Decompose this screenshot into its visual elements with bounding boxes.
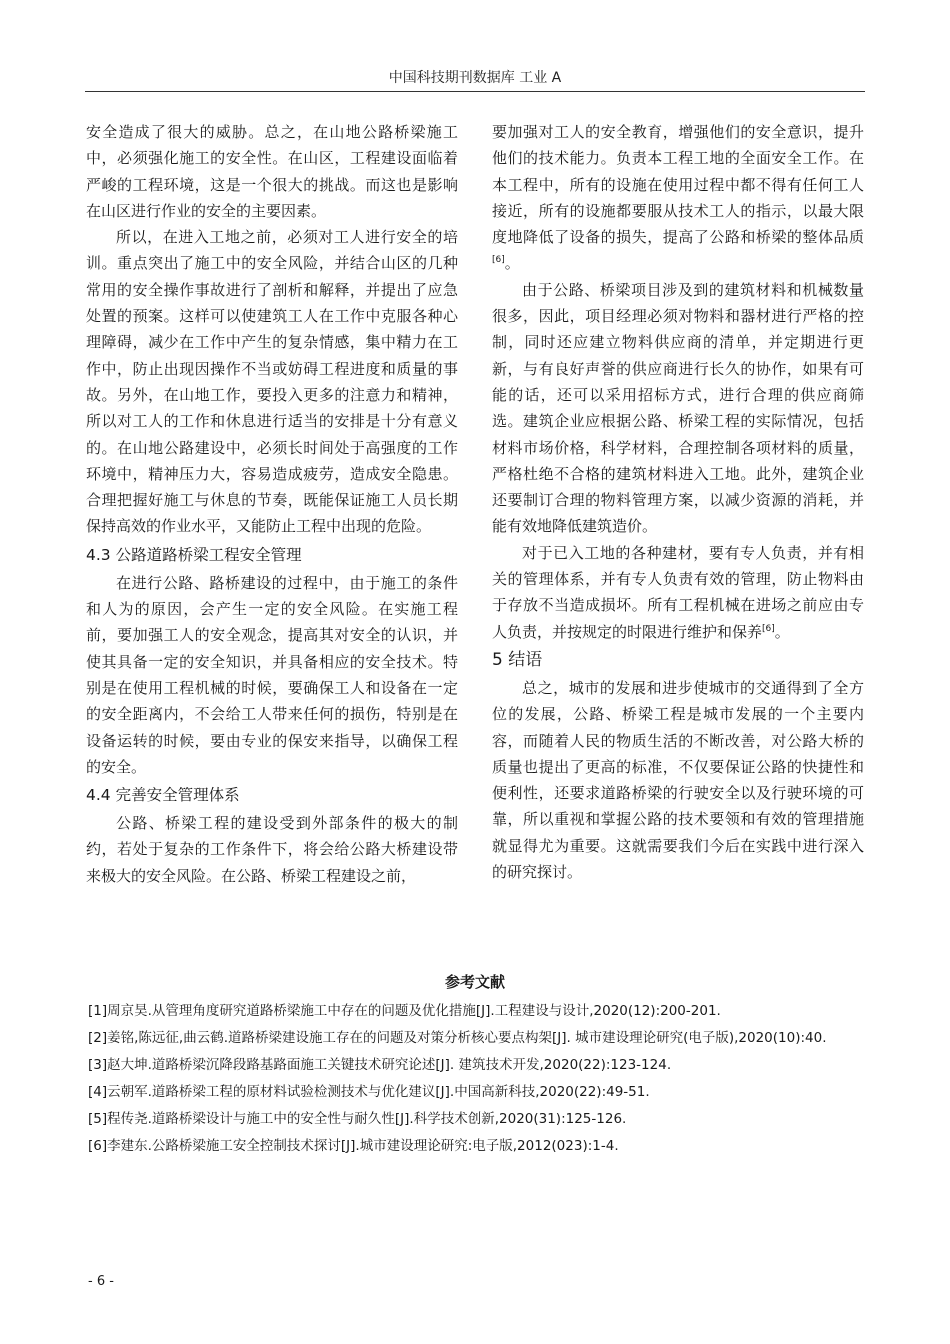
reference-item: [1]周京昊.从管理角度研究道路桥梁施工中存在的问题及优化措施[J].工程建设与设计,2020(12):200-201. [88, 1003, 721, 1019]
reference-item: [6]李建东.公路桥梁施工安全控制技术探讨[J].城市建设理论研究:电子版,2012(023):1-4. [88, 1138, 619, 1154]
references-list [88, 998, 866, 1160]
running-header: 中国科技期刊数据库 工业 A [388, 70, 562, 86]
left-column [86, 119, 458, 889]
reference-item: [5]程传尧.道路桥梁设计与施工中的安全性与耐久性[J].科学技术创新,2020(31):125-126. [88, 1111, 627, 1127]
section-heading-4-3: 4.3 公路道路桥梁工程安全管理 [86, 545, 302, 564]
paragraph [492, 540, 864, 645]
paragraph: 在进行公路、路桥建设的过程中，由于施工的条件和人为的原因，会产生一定的安全风险。在实施工程前，要加强工人的安全观念，提高其对安全的认识，并使其具备一定的安全知识，并具备相应的安全技术。特别是在使用工程机械的时候，要确保工人和设备在一定的安全距离内，不会给工人带来任何的损伤，特别是在设备运转的时候，要由专业的保安来指导，以确保工程的安全。 [86, 573, 458, 776]
paragraph: 由于公路、桥梁项目涉及到的建筑材料和机械数量很多，因此，项目经理必须对物料和器材进行严格的控制，同时还应建立物料供应商的清单，并定期进行更新，与有良好声誉的供应商进行长久的协作，如果有可能的话，还可以采用招标方式，进行合理的供应商筛选。建筑企业应根据公路、桥梁工程的实际情况，包括材料市场价格，科学材料，合理控制各项材料的质量，严格杜绝不合格的建筑材料进入工地。此外，建筑企业还要制订合理的物料管理方案，以减少资源的消耗，并能有效地降低建筑造价。 [492, 280, 864, 536]
paragraph-text: 对于已入工地的各种建材，要有专人负责，并有相关的管理体系，并有专人负责有效的管理，防止物料由于存放不当造成损坏。所有工程机械在进场之前应由专人负责，并按规定的时限进行维护和保养 [492, 543, 864, 641]
paragraph [492, 119, 864, 277]
references-title: 参考文献 [444, 973, 505, 991]
page-number: - 6 - [88, 1274, 114, 1289]
paragraph: 安全造成了很大的威胁。总之，在山地公路桥梁施工中，必须强化施工的安全性。在山区，工程建设面临着严峻的工程环境，这是一个很大的挑战。而这也是影响在山区进行作业的安全的主要因素。 [86, 123, 458, 220]
right-column [492, 119, 864, 885]
citation: [6] [492, 255, 505, 266]
paragraph: 公路、桥梁工程的建设受到外部条件的极大的制约，若处于复杂的工作条件下，将会给公路大桥建设带来极大的安全风险。在公路、桥梁工程建设之前， [86, 814, 458, 885]
citation: [6] [762, 623, 775, 634]
section-heading-4-4: 4.4 完善安全管理体系 [86, 786, 240, 805]
paragraph-end: 。 [504, 254, 520, 273]
paragraph-text: 要加强对工人的安全教育，增强他们的安全意识，提升他们的技术能力。负责本工程工地的全面安全工作。在本工程中，所有的设施在使用过程中都不得有任何工人接近，所有的设施都要服从技术工人的指示，以最大限度地降低了设备的损失，提高了公路和桥梁的整体品质 [492, 123, 864, 247]
paragraph: 总之，城市的发展和进步使城市的交通得到了全方位的发展，公路、桥梁工程是城市发展的一个主要内容，而随着人民的物质生活的不断改善，对公路大桥的质量也提出了更高的标准，不仅要保证公路的快捷性和便利性，还要求道路桥梁的行驶安全以及行驶环境的可靠，所以重视和掌握公路的技术要领和有效的管理措施就显得尤为重要。这就需要我们今后在实践中进行深入的研究探讨。 [492, 678, 864, 882]
header-rule [85, 91, 865, 92]
paragraph-end: 。 [774, 622, 790, 641]
reference-item: [2]姜铭,陈远征,曲云鹤.道路桥梁建设施工存在的问题及对策分析核心要点构架[J]. 城市建设理论研究(电子版),2020(10):40. [88, 1030, 827, 1046]
paragraph: 所以，在进入工地之前，必须对工人进行安全的培训。重点突出了施工中的安全风险，并结合山区的几种常用的安全操作事故进行了剖析和解释，并提出了应急处置的预案。这样可以使建筑工人在工作中克服各种心理障碍，减少在工作中产生的复杂情感，集中精力在工作中，防止出现因操作不当或妨碍工程进度和质量的事故。另外，在山地工作，要投入更多的注意力和精神，所以对工人的工作和休息进行适当的安排是十分有意义的。在山地公路建设中，必须长时间处于高强度的工作环境中，精神压力大，容易造成疲劳，造成安全隐患。合理把握好施工与休息的节奏，既能保证施工人员长期保持高效的作业水平，又能防止工程中出现的危险。 [86, 228, 458, 536]
section-heading-5: 5 结语 [492, 649, 543, 670]
reference-item: [3]赵大坤.道路桥梁沉降段路基路面施工关键技术研究论述[J]. 建筑技术开发,2020(22):123-124. [88, 1057, 672, 1073]
reference-item: [4]云朝军.道路桥梁工程的原材料试验检测技术与优化建议[J].中国高新科技,2020(22):49-51. [88, 1084, 650, 1100]
